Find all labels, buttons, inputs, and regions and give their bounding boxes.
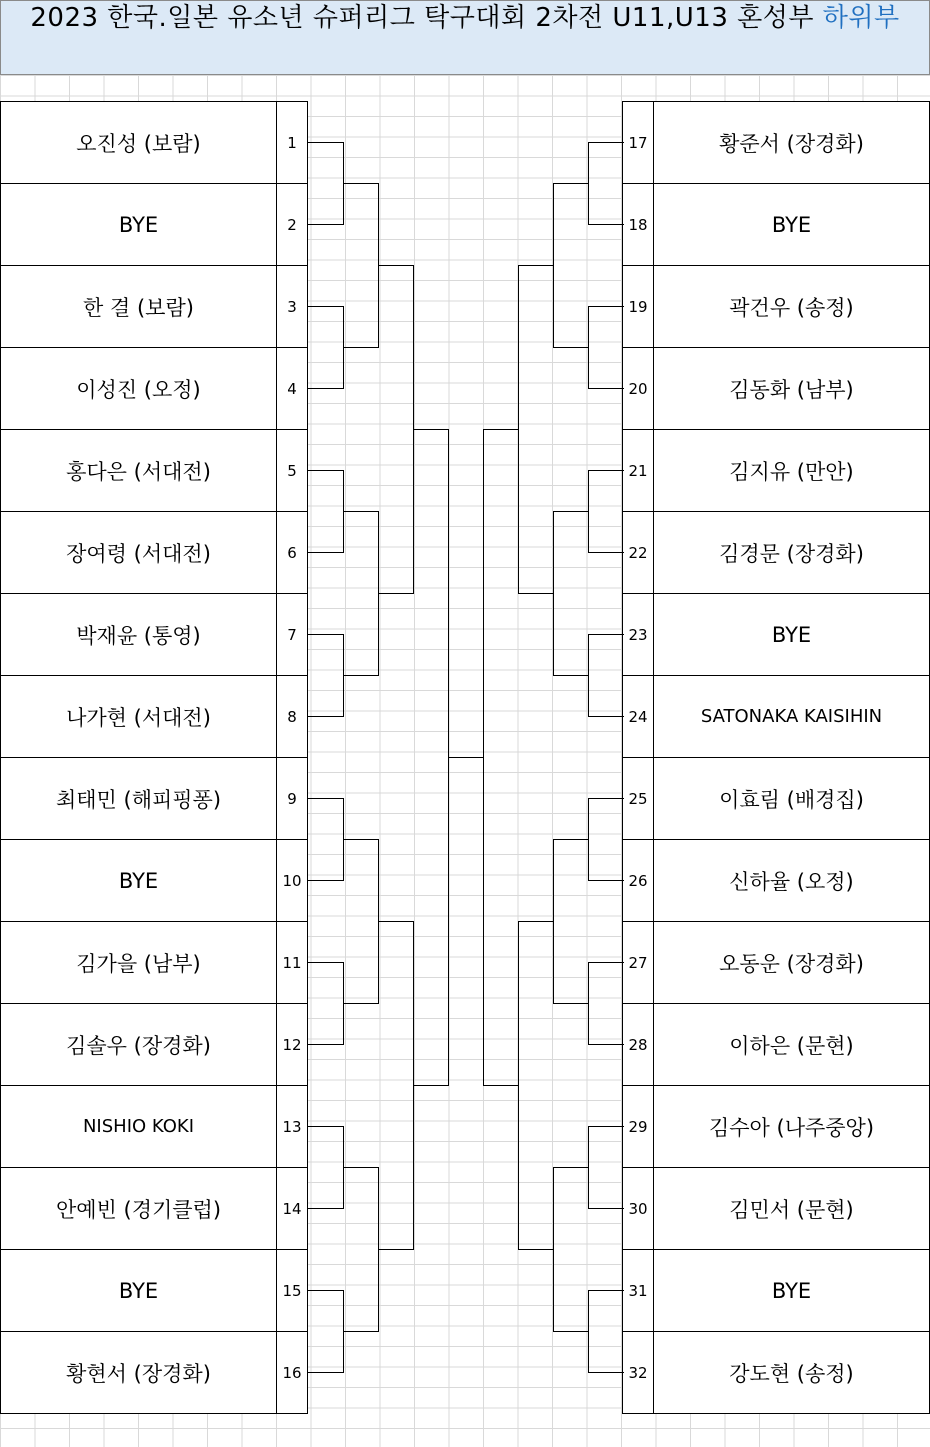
seed-number-cell: 18: [622, 183, 654, 266]
seed-number-cell: 23: [622, 593, 654, 676]
bracket-connector: [553, 183, 554, 348]
bracket-connector: [307, 1372, 344, 1373]
bracket-connector: [307, 1208, 344, 1209]
player-name-cell: 김수아 (나주중앙): [653, 1085, 930, 1168]
player-name-cell: SATONAKA KAISIHIN: [653, 675, 930, 758]
player-name-cell: 신하율 (오정): [653, 839, 930, 922]
bracket-connector: [307, 388, 344, 389]
bracket-connector: [588, 1126, 624, 1127]
seed-number-cell: 1: [276, 101, 308, 184]
bracket-connector: [588, 798, 624, 799]
seed-number-cell: 32: [622, 1331, 654, 1414]
bracket-connector: [588, 1126, 589, 1209]
bracket-connector: [343, 306, 344, 389]
player-name-cell: BYE: [0, 1249, 277, 1332]
seed-number-cell: 12: [276, 1003, 308, 1086]
seed-number-cell: 20: [622, 347, 654, 430]
player-name-cell: 최태민 (해피핑퐁): [0, 757, 277, 840]
bracket-connector: [588, 552, 624, 553]
bracket-connector: [553, 511, 589, 512]
player-name-cell: BYE: [653, 183, 930, 266]
seed-number-cell: 11: [276, 921, 308, 1004]
player-name-cell: 김동화 (남부): [653, 347, 930, 430]
bracket-connector: [518, 593, 554, 594]
bracket-connector: [553, 1331, 589, 1332]
bracket-connector: [343, 1167, 379, 1168]
player-name-cell: 황준서 (장경화): [653, 101, 930, 184]
bracket-connector: [553, 183, 589, 184]
bracket-connector: [483, 429, 484, 1086]
bracket-connector: [588, 1372, 624, 1373]
bracket-connector: [588, 388, 624, 389]
bracket-connector: [588, 306, 589, 389]
bracket-connector: [588, 962, 589, 1045]
player-name-cell: 김지유 (만안): [653, 429, 930, 512]
player-name-cell: 이하은 (문현): [653, 1003, 930, 1086]
player-name-cell: 강도현 (송정): [653, 1331, 930, 1414]
bracket-connector: [307, 1290, 344, 1291]
seed-number-cell: 8: [276, 675, 308, 758]
seed-number-cell: 22: [622, 511, 654, 594]
bracket-connector: [553, 1167, 589, 1168]
bracket-connector: [553, 839, 554, 1004]
bracket-connector: [307, 306, 344, 307]
seed-number-cell: 10: [276, 839, 308, 922]
bracket-final-connector: [448, 757, 466, 758]
bracket-connector: [343, 798, 344, 881]
bracket-connector: [518, 265, 554, 266]
bracket-connector: [588, 962, 624, 963]
bracket-connector: [343, 511, 379, 512]
bracket-connector: [307, 716, 344, 717]
bracket-connector: [378, 1249, 414, 1250]
player-name-cell: BYE: [0, 839, 277, 922]
player-name-cell: 장여령 (서대전): [0, 511, 277, 594]
bracket-final-connector: [465, 757, 484, 758]
bracket-connector: [413, 921, 414, 1250]
player-name-cell: BYE: [653, 1249, 930, 1332]
seed-number-cell: 27: [622, 921, 654, 1004]
seed-number-cell: 30: [622, 1167, 654, 1250]
seed-number-cell: 9: [276, 757, 308, 840]
bracket-connector: [588, 798, 589, 881]
page-title: [0, 0, 930, 75]
bracket-connector: [343, 347, 379, 348]
seed-number-cell: 28: [622, 1003, 654, 1086]
seed-number-cell: 3: [276, 265, 308, 348]
seed-number-cell: 7: [276, 593, 308, 676]
bracket-connector: [343, 634, 344, 717]
bracket-connector: [343, 1126, 344, 1209]
seed-number-cell: 21: [622, 429, 654, 512]
player-name-cell: 오진성 (보람): [0, 101, 277, 184]
player-name-cell: 김가을 (남부): [0, 921, 277, 1004]
seed-number-cell: 4: [276, 347, 308, 430]
bracket-connector: [343, 962, 344, 1045]
bracket-connector: [378, 839, 379, 1004]
player-name-cell: 곽건우 (송정): [653, 265, 930, 348]
bracket-connector: [588, 1208, 624, 1209]
bracket-connector: [343, 839, 379, 840]
bracket-connector: [378, 265, 414, 266]
bracket-connector: [518, 921, 554, 922]
bracket-connector: [343, 470, 344, 553]
bracket-connector: [307, 142, 344, 143]
bracket-connector: [307, 880, 344, 881]
seed-number-cell: 19: [622, 265, 654, 348]
seed-number-cell: 5: [276, 429, 308, 512]
seed-number-cell: 13: [276, 1085, 308, 1168]
bracket-connector: [588, 1290, 589, 1373]
bracket-connector: [518, 921, 519, 1250]
seed-number-cell: 24: [622, 675, 654, 758]
bracket-connector: [588, 634, 624, 635]
title-accent: 하위부: [822, 3, 900, 33]
seed-number-cell: 15: [276, 1249, 308, 1332]
player-name-cell: 이성진 (오정): [0, 347, 277, 430]
player-name-cell: NISHIO KOKI: [0, 1085, 277, 1168]
bracket-connector: [483, 1085, 519, 1086]
seed-number-cell: 16: [276, 1331, 308, 1414]
bracket-connector: [553, 511, 554, 676]
bracket-connector: [588, 1290, 624, 1291]
bracket-connector: [518, 1249, 554, 1250]
bracket-connector: [307, 1126, 344, 1127]
bracket-connector: [553, 1167, 554, 1332]
seed-number-cell: 6: [276, 511, 308, 594]
bracket-connector: [343, 1003, 379, 1004]
bracket-connector: [448, 429, 449, 1086]
bracket-connector: [588, 716, 624, 717]
bracket-connector: [378, 921, 414, 922]
bracket-connector: [307, 470, 344, 471]
bracket-connector: [588, 634, 589, 717]
bracket-connector: [307, 634, 344, 635]
seed-number-cell: 31: [622, 1249, 654, 1332]
bracket-connector: [588, 224, 624, 225]
seed-number-cell: 26: [622, 839, 654, 922]
player-name-cell: 홍다은 (서대전): [0, 429, 277, 512]
player-name-cell: 김솔우 (장경화): [0, 1003, 277, 1086]
player-name-cell: 안예빈 (경기클럽): [0, 1167, 277, 1250]
bracket-connector: [307, 962, 344, 963]
player-name-cell: 한 결 (보람): [0, 265, 277, 348]
player-name-cell: 이효림 (배경집): [653, 757, 930, 840]
player-name-cell: 김경문 (장경화): [653, 511, 930, 594]
title-main: 2023 한국.일본 유소년 슈퍼리그 탁구대회 2차전 U11,U13 혼성부: [30, 3, 823, 33]
bracket-connector: [553, 347, 589, 348]
bracket-connector: [588, 1044, 624, 1045]
player-name-cell: 오동운 (장경화): [653, 921, 930, 1004]
bracket-connector: [307, 552, 344, 553]
bracket-connector: [343, 675, 379, 676]
bracket-connector: [343, 1290, 344, 1373]
bracket-connector: [378, 1167, 379, 1332]
seed-number-cell: 29: [622, 1085, 654, 1168]
seed-number-cell: 14: [276, 1167, 308, 1250]
bracket-connector: [378, 183, 379, 348]
bracket-connector: [588, 142, 589, 225]
seed-number-cell: 25: [622, 757, 654, 840]
bracket-connector: [588, 306, 624, 307]
bracket-connector: [307, 1044, 344, 1045]
player-name-cell: 나가현 (서대전): [0, 675, 277, 758]
seed-number-cell: 17: [622, 101, 654, 184]
bracket-connector: [413, 429, 449, 430]
bracket-connector: [588, 142, 624, 143]
player-name-cell: 박재윤 (통영): [0, 593, 277, 676]
bracket-connector: [343, 142, 344, 225]
bracket-connector: [553, 839, 589, 840]
bracket-connector: [378, 593, 414, 594]
player-name-cell: 황현서 (장경화): [0, 1331, 277, 1414]
bracket-connector: [307, 798, 344, 799]
bracket-connector: [413, 1085, 449, 1086]
bracket-connector: [588, 470, 624, 471]
player-name-cell: 김민서 (문현): [653, 1167, 930, 1250]
bracket-connector: [307, 224, 344, 225]
player-name-cell: BYE: [0, 183, 277, 266]
bracket-connector: [483, 429, 519, 430]
bracket-connector: [588, 880, 624, 881]
bracket-connector: [413, 265, 414, 594]
bracket-connector: [588, 470, 589, 553]
bracket-connector: [553, 675, 589, 676]
bracket-connector: [378, 511, 379, 676]
seed-number-cell: 2: [276, 183, 308, 266]
bracket-connector: [553, 1003, 589, 1004]
bracket-connector: [343, 1331, 379, 1332]
player-name-cell: BYE: [653, 593, 930, 676]
bracket-connector: [343, 183, 379, 184]
bracket-connector: [518, 265, 519, 594]
